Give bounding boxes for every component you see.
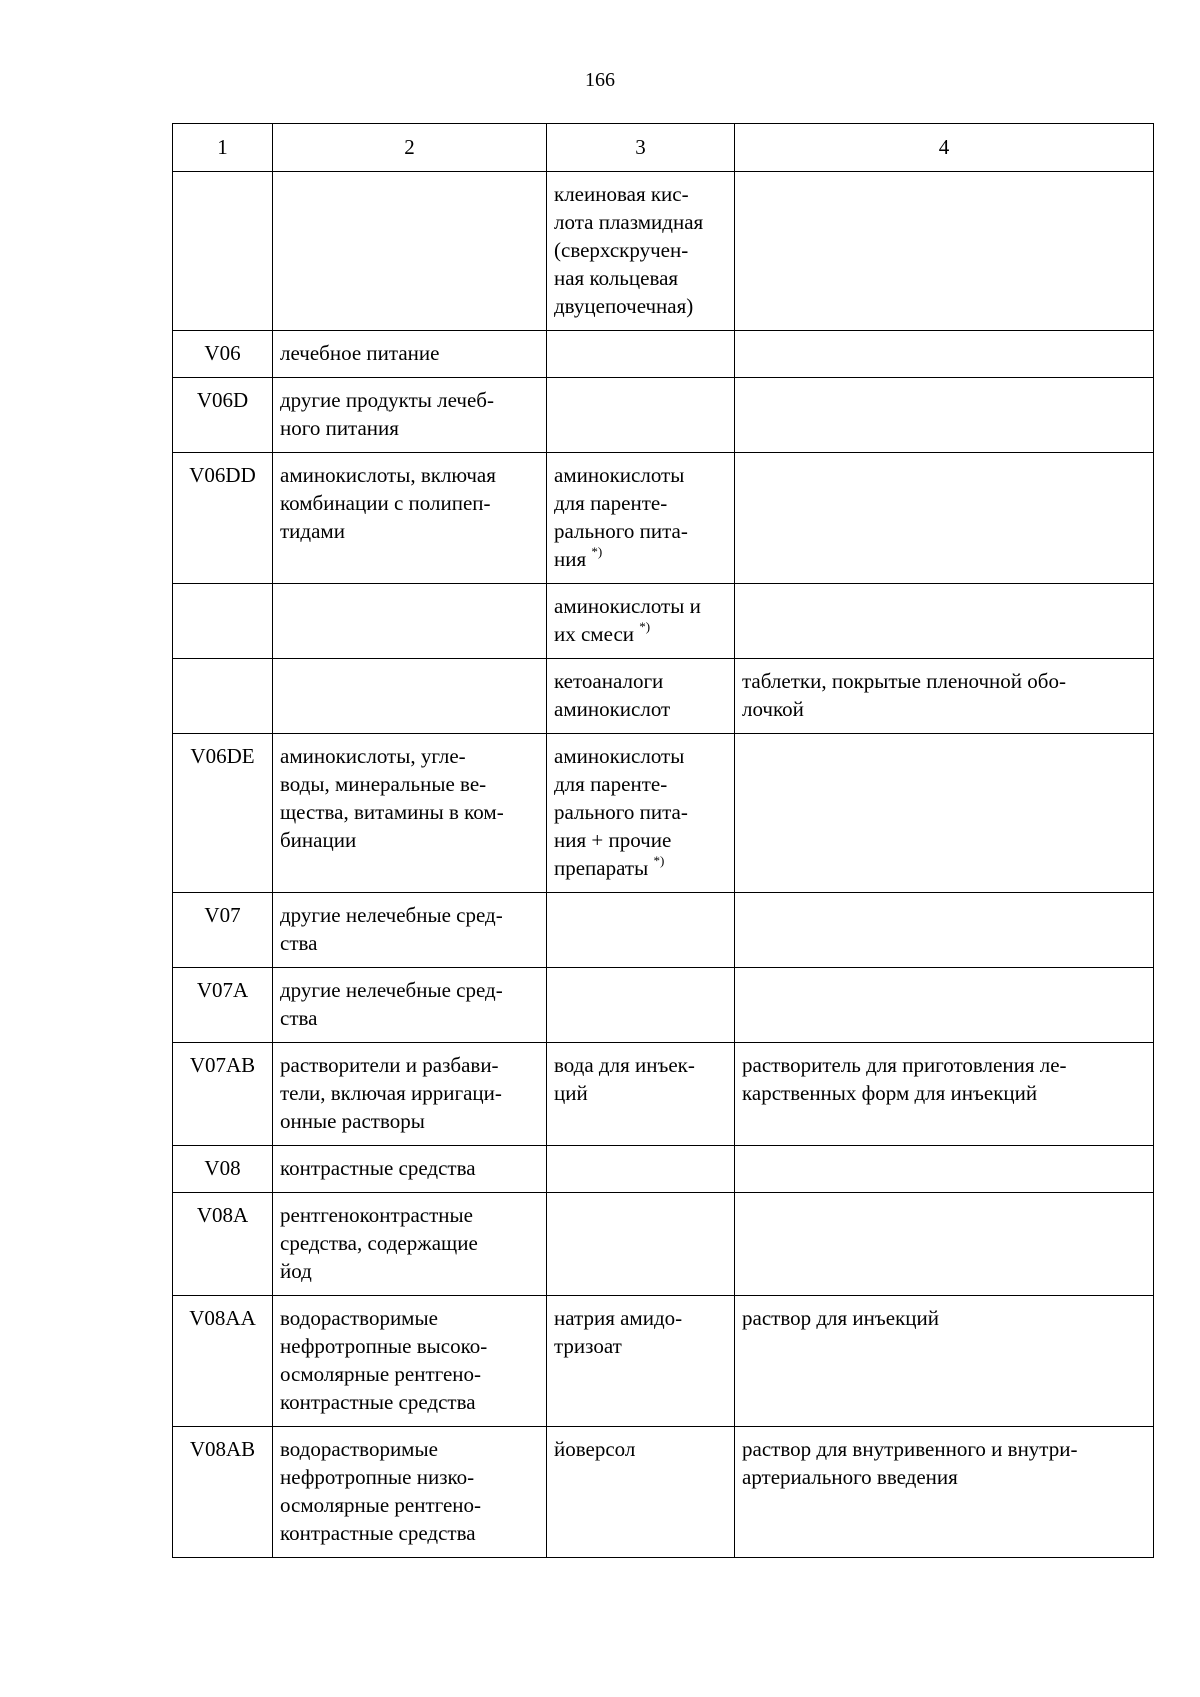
atc-code-cell: V08AB [173,1427,273,1558]
cell-text: аминокислоты [554,744,685,768]
column-header-3: 3 [547,124,735,172]
cell-text: контрастные средства [280,1521,476,1545]
dosage-form-line [742,1435,1147,1463]
dosage-form-cell [735,1146,1154,1193]
table-row [173,734,1154,893]
cell-text: тидами [280,519,345,543]
anatomic-therapeutic-name-line [280,1435,540,1463]
atc-code-cell: V06DE [173,734,273,893]
anatomic-therapeutic-name-line [280,1257,540,1285]
anatomic-therapeutic-name-line [280,1304,540,1332]
substance-line [554,236,728,264]
atc-code-cell: V07AB [173,1043,273,1146]
substance-line [554,798,728,826]
anatomic-therapeutic-name-line [280,339,540,367]
anatomic-therapeutic-name-line [280,461,540,489]
anatomic-therapeutic-name-line [280,1051,540,1079]
atc-code-cell: V06DD [173,453,273,584]
atc-code-cell: V07A [173,968,273,1043]
anatomic-therapeutic-name-line [280,929,540,957]
atc-code-cell [173,659,273,734]
cell-text: для паренте- [554,491,668,515]
substance-cell [547,1193,735,1296]
table-row [173,584,1154,659]
anatomic-therapeutic-name-cell [273,331,547,378]
dosage-form-cell [735,1043,1154,1146]
anatomic-therapeutic-name-line [280,1201,540,1229]
column-header-2: 2 [273,124,547,172]
dosage-form-line [742,667,1147,695]
cell-text: осмолярные рентгено- [280,1493,482,1517]
anatomic-therapeutic-name-line [280,1463,540,1491]
drug-classification-table [172,123,1154,1558]
cell-text: растворители и разбави- [280,1053,499,1077]
table-row [173,1146,1154,1193]
substance-cell [547,453,735,584]
atc-code-cell: V06 [173,331,273,378]
cell-text: тели, включая ирригаци- [280,1081,502,1105]
footnote-marker: *) [591,544,603,559]
cell-text: натрия амидо- [554,1306,683,1330]
cell-text: растворитель для приготовления ле- [742,1053,1067,1077]
substance-cell [547,584,735,659]
cell-text: водорастворимые [280,1306,438,1330]
cell-text: ства [280,1006,318,1030]
cell-text: аминокислоты [554,463,685,487]
anatomic-therapeutic-name-line [280,414,540,442]
substance-line [554,1435,728,1463]
table-row [173,453,1154,584]
table-body [173,172,1154,1558]
table-row [173,1427,1154,1558]
anatomic-therapeutic-name-line [280,1360,540,1388]
anatomic-therapeutic-name-line [280,517,540,545]
anatomic-therapeutic-name-line [280,826,540,854]
substance-line [554,461,728,489]
anatomic-therapeutic-name-line [280,976,540,1004]
cell-text: (сверхскручен- [554,238,689,262]
atc-code-cell: V07 [173,893,273,968]
cell-text: йоверсол [554,1437,636,1461]
atc-code-cell: V08 [173,1146,273,1193]
cell-text: аминокислот [554,697,671,721]
substance-cell [547,1146,735,1193]
cell-text: аминокислоты, включая [280,463,496,487]
substance-line [554,742,728,770]
cell-text: лочкой [742,697,804,721]
table-header-row [173,124,1154,172]
cell-text: комбинации с полипеп- [280,491,491,515]
cell-text: ния + прочие [554,828,672,852]
cell-text: рального пита- [554,800,688,824]
dosage-form-cell [735,734,1154,893]
anatomic-therapeutic-name-cell [273,1427,547,1558]
cell-text: ная кольцевая [554,266,679,290]
substance-line [554,489,728,517]
anatomic-therapeutic-name-line [280,770,540,798]
anatomic-therapeutic-name-cell [273,893,547,968]
table-row [173,1043,1154,1146]
substance-line [554,667,728,695]
atc-code-cell: V06D [173,378,273,453]
dosage-form-cell [735,584,1154,659]
dosage-form-cell [735,1193,1154,1296]
anatomic-therapeutic-name-line [280,386,540,414]
substance-line [554,264,728,292]
table-row [173,331,1154,378]
cell-text: их смеси [554,622,635,646]
anatomic-therapeutic-name-line [280,1004,540,1032]
cell-text: йод [280,1259,312,1283]
dosage-form-line [742,1051,1147,1079]
substance-line [554,826,728,854]
anatomic-therapeutic-name-cell [273,1146,547,1193]
anatomic-therapeutic-name-line [280,1491,540,1519]
cell-text: аминокислоты и [554,594,701,618]
dosage-form-line [742,1079,1147,1107]
cell-text: ства [280,931,318,955]
anatomic-therapeutic-name-line [280,798,540,826]
atc-code-cell: V08AA [173,1296,273,1427]
cell-text: для паренте- [554,772,668,796]
anatomic-therapeutic-name-line [280,901,540,929]
cell-text: нефротропные высоко- [280,1334,488,1358]
dosage-form-cell [735,378,1154,453]
cell-text: контрастные средства [280,1156,476,1180]
dosage-form-cell [735,331,1154,378]
cell-text: рентгеноконтрастные [280,1203,473,1227]
anatomic-therapeutic-name-cell [273,1043,547,1146]
cell-text: таблетки, покрытые пленочной обо- [742,669,1066,693]
dosage-form-cell [735,968,1154,1043]
anatomic-therapeutic-name-line [280,1332,540,1360]
cell-text: ного питания [280,416,399,440]
cell-text: раствор для внутривенного и внутри- [742,1437,1078,1461]
substance-cell [547,1427,735,1558]
cell-text: другие продукты лечеб- [280,388,494,412]
substance-line [554,1051,728,1079]
anatomic-therapeutic-name-line [280,1519,540,1547]
cell-text: контрастные средства [280,1390,476,1414]
cell-text: бинации [280,828,357,852]
footnote-marker: *) [653,853,665,868]
substance-line [554,592,728,620]
cell-text: водорастворимые [280,1437,438,1461]
footnote-marker: *) [639,619,651,634]
anatomic-therapeutic-name-cell [273,1296,547,1427]
cell-text: кетоаналоги [554,669,664,693]
substance-cell [547,172,735,331]
substance-line [554,854,728,882]
substance-cell [547,331,735,378]
dosage-form-cell [735,893,1154,968]
cell-text: воды, минеральные ве- [280,772,487,796]
cell-text: аминокислоты, угле- [280,744,466,768]
cell-text: клеиновая кис- [554,182,689,206]
substance-line [554,1304,728,1332]
anatomic-therapeutic-name-line [280,1388,540,1416]
substance-cell [547,1296,735,1427]
cell-text: двуцепочечная) [554,294,694,318]
cell-text: карственных форм для инъекций [742,1081,1038,1105]
cell-text: лечебное питание [280,341,440,365]
substance-cell [547,1043,735,1146]
substance-line [554,180,728,208]
dosage-form-line [742,1304,1147,1332]
dosage-form-cell [735,172,1154,331]
cell-text: щества, витамины в ком- [280,800,504,824]
dosage-form-cell [735,1296,1154,1427]
anatomic-therapeutic-name-line [280,1107,540,1135]
table-row [173,172,1154,331]
page-number: 166 [585,69,615,91]
substance-cell [547,968,735,1043]
atc-code-cell [173,584,273,659]
anatomic-therapeutic-name-cell [273,172,547,331]
dosage-form-cell [735,1427,1154,1558]
cell-text: ния [554,547,587,571]
table-row [173,893,1154,968]
atc-code-cell: V08A [173,1193,273,1296]
dosage-form-cell [735,659,1154,734]
substance-cell [547,893,735,968]
substance-line [554,695,728,723]
substance-line [554,545,728,573]
anatomic-therapeutic-name-line [280,1154,540,1182]
anatomic-therapeutic-name-cell [273,584,547,659]
substance-line [554,620,728,648]
substance-line [554,770,728,798]
substance-cell [547,659,735,734]
anatomic-therapeutic-name-cell [273,734,547,893]
anatomic-therapeutic-name-line [280,1079,540,1107]
cell-text: осмолярные рентгено- [280,1362,482,1386]
cell-text: онные растворы [280,1109,425,1133]
cell-text: препараты [554,856,649,880]
dosage-form-line [742,695,1147,723]
table-row [173,1296,1154,1427]
dosage-form-line [742,1463,1147,1491]
cell-text: вода для инъек- [554,1053,695,1077]
column-header-4: 4 [735,124,1154,172]
cell-text: раствор для инъекций [742,1306,939,1330]
cell-text: средства, содержащие [280,1231,478,1255]
substance-line [554,292,728,320]
cell-text: тризоат [554,1334,622,1358]
substance-cell [547,378,735,453]
anatomic-therapeutic-name-line [280,742,540,770]
substance-line [554,1332,728,1360]
substance-line [554,1079,728,1107]
table-row [173,378,1154,453]
substance-line [554,208,728,236]
anatomic-therapeutic-name-cell [273,659,547,734]
cell-text: лота плазмидная [554,210,704,234]
cell-text: артериального введения [742,1465,958,1489]
dosage-form-cell [735,453,1154,584]
cell-text: другие нелечебные сред- [280,978,503,1002]
anatomic-therapeutic-name-line [280,1229,540,1257]
atc-code-cell [173,172,273,331]
cell-text: другие нелечебные сред- [280,903,503,927]
substance-line [554,517,728,545]
table-row [173,968,1154,1043]
cell-text: рального пита- [554,519,688,543]
anatomic-therapeutic-name-cell [273,453,547,584]
table-row [173,659,1154,734]
anatomic-therapeutic-name-line [280,489,540,517]
substance-cell [547,734,735,893]
cell-text: ций [554,1081,588,1105]
anatomic-therapeutic-name-cell [273,378,547,453]
table-row [173,1193,1154,1296]
cell-text: нефротропные низко- [280,1465,475,1489]
anatomic-therapeutic-name-cell [273,1193,547,1296]
anatomic-therapeutic-name-cell [273,968,547,1043]
column-header-1: 1 [173,124,273,172]
